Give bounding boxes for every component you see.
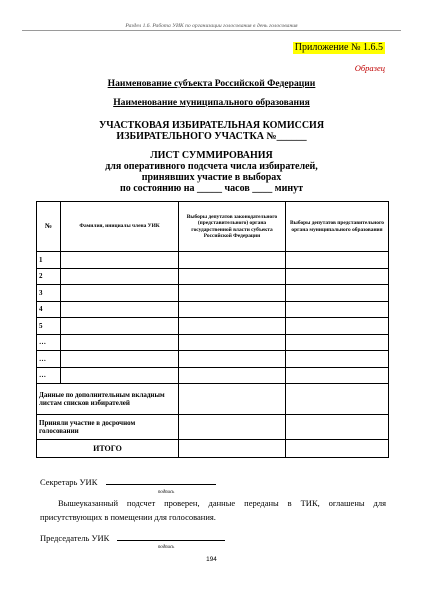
cell-name[interactable] [61, 252, 179, 269]
cell-municipal[interactable] [286, 285, 389, 302]
table-row [37, 285, 389, 302]
cell-regional[interactable] [179, 384, 286, 415]
table-row [37, 351, 389, 368]
commission-line-2: ИЗБИРАТЕЛЬНОГО УЧАСТКА №______ [116, 131, 307, 142]
additional-lists-row [37, 384, 389, 415]
appendix-label: Приложение № 1.6.5 [294, 42, 383, 53]
cell-name[interactable] [61, 351, 179, 368]
cell-regional[interactable] [179, 415, 286, 440]
row-number: 3 [37, 285, 61, 302]
row-number: 1 [37, 252, 61, 269]
row-number: … [37, 334, 61, 351]
row-number: … [37, 367, 61, 384]
cell-regional[interactable] [179, 367, 286, 384]
early-voting-row [37, 415, 389, 440]
cell-municipal-total[interactable] [286, 440, 389, 458]
cell-regional[interactable] [179, 301, 286, 318]
cell-name[interactable] [61, 367, 179, 384]
chairman-signature [40, 533, 225, 543]
total-row [37, 440, 389, 458]
table-row [37, 268, 389, 285]
row-number: 4 [37, 301, 61, 318]
cell-name[interactable] [61, 301, 179, 318]
header-municipal-election: Выборы депутатов представительного органа муниципального образования [286, 202, 389, 252]
table-row [37, 367, 389, 384]
cell-municipal[interactable] [286, 318, 389, 335]
secretary-label: Секретарь УИК [40, 477, 98, 487]
total-label: ИТОГО [37, 440, 179, 458]
cell-regional[interactable] [179, 351, 286, 368]
cell-municipal[interactable] [286, 384, 389, 415]
cell-name[interactable] [61, 285, 179, 302]
sheet-line-2: для оперативного подсчета числа избирателей, [105, 161, 318, 172]
early-voting-label: Приняли участие в досрочном голосовании [37, 415, 179, 440]
table-row [37, 252, 389, 269]
header-rule [22, 30, 401, 31]
cell-regional[interactable] [179, 252, 286, 269]
table-header-row [37, 202, 389, 252]
chairman-label: Председатель УИК [40, 533, 110, 543]
cell-name[interactable] [61, 268, 179, 285]
cell-municipal[interactable] [286, 301, 389, 318]
additional-lists-label: Данные по дополнительным вкладным листам списков избирателей [37, 384, 179, 415]
sheet-line-4: по состоянию на _____ часов ____ минут [119, 183, 304, 194]
secretary-caption: подпись [158, 490, 175, 495]
sample-label: Образец [354, 63, 385, 73]
cell-regional[interactable] [179, 285, 286, 302]
summation-table [36, 201, 389, 458]
sheet-line-1: ЛИСТ СУММИРОВАНИЯ [150, 150, 273, 161]
header-number: № [37, 202, 61, 252]
cell-name[interactable] [61, 334, 179, 351]
table-row [37, 301, 389, 318]
sheet-line-3: принявших участие в выборах [141, 172, 282, 183]
chairman-signature-line[interactable] [117, 533, 225, 541]
cell-municipal[interactable] [286, 367, 389, 384]
header-regional-election: Выборы депутатов законодательного (представительного) органа государственной власти субъекта Российской Федерации [179, 202, 286, 252]
header-member-name: Фамилия, инициалы члена УИК [61, 202, 179, 252]
cell-municipal[interactable] [286, 334, 389, 351]
verification-text: Вышеуказанный подсчет проверен, данные переданы в ТИК, оглашены для присутствующих в помещении для голосования. [40, 498, 386, 522]
secretary-signature-line[interactable] [106, 477, 216, 485]
commission-line-1: УЧАСТКОВАЯ ИЗБИРАТЕЛЬНАЯ КОМИССИЯ [98, 120, 325, 131]
row-number: 2 [37, 268, 61, 285]
cell-regional[interactable] [179, 318, 286, 335]
cell-regional[interactable] [179, 334, 286, 351]
municipality-name: Наименование муниципального образования [113, 97, 310, 108]
chairman-caption: подпись [158, 545, 175, 550]
cell-name[interactable] [61, 318, 179, 335]
cell-municipal[interactable] [286, 351, 389, 368]
running-header: Раздел 1.6. Работа УИК по организации голосования в день голосования [125, 23, 298, 29]
cell-municipal[interactable] [286, 268, 389, 285]
row-number: 5 [37, 318, 61, 335]
cell-regional-total[interactable] [179, 440, 286, 458]
sheet-title [0, 150, 423, 194]
subject-name: Наименование субъекта Российской Федерации [107, 78, 316, 89]
cell-regional[interactable] [179, 268, 286, 285]
table-row [37, 334, 389, 351]
commission-title [0, 120, 423, 142]
cell-municipal[interactable] [286, 252, 389, 269]
page-number: 194 [206, 556, 217, 563]
row-number: … [37, 351, 61, 368]
cell-municipal[interactable] [286, 415, 389, 440]
secretary-signature [40, 477, 216, 487]
table-row [37, 318, 389, 335]
